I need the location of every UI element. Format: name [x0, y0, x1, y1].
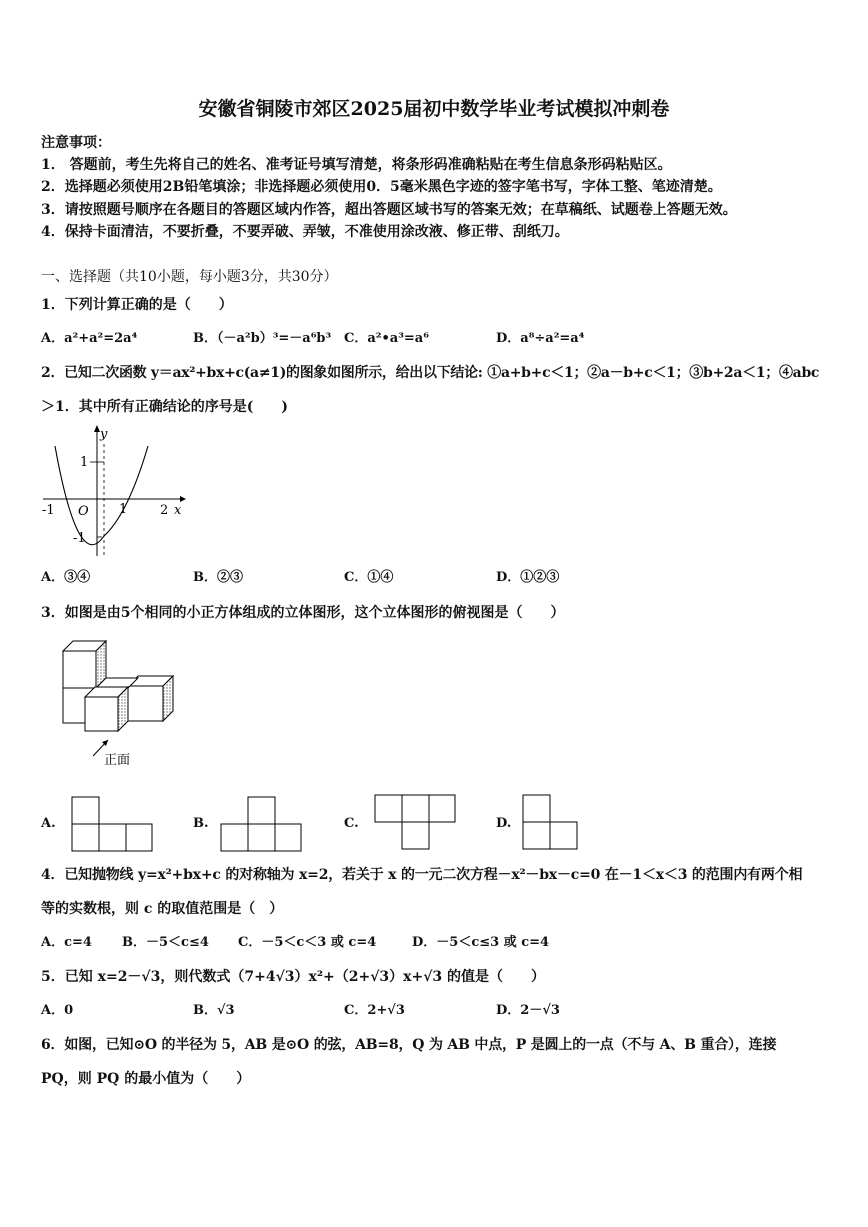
graph-x-label: x: [174, 503, 182, 518]
graph-tick-y-1: 1: [80, 455, 89, 470]
q1-option-a: A．a²+a²=2a⁴: [41, 331, 138, 346]
graph-tick-x-neg1: -1: [42, 503, 55, 518]
q3-option-a: A.: [41, 816, 56, 831]
section-heading: 一、选择题（共10小题，每小题3分，共30分）: [41, 269, 338, 285]
graph-tick-y-neg1: -1: [73, 531, 86, 546]
question-4-stem-line1: 4．已知抛物线 y=x²+bx+c 的对称轴为 x=2，若关于 x 的一元二次方程－x²－bx－c=0 在－1＜x＜3 的范围内有两个相: [41, 867, 803, 883]
graph-tick-x-2: 2: [160, 503, 169, 518]
front-view-label: 正面: [104, 753, 131, 768]
q1-option-c: C．a²•a³=a⁶: [344, 331, 429, 346]
question-6-stem-line1: 6．如图，已知⊙O 的半径为 5，AB 是⊙O 的弦，AB=8，Q 为 AB 中点，P 是圆上的一点（不与 A、B 重合），连接: [41, 1037, 777, 1053]
note-item-4: 4．保持卡面清洁，不要折叠，不要弄破、弄皱，不准使用涂改液、修正带、刮纸刀。: [41, 224, 569, 240]
question-1-stem: 1．下列计算正确的是（ ）: [41, 297, 233, 313]
parabola-graph: [38, 424, 188, 559]
q3-option-c-figure: [374, 794, 456, 850]
q4-option-c: C．－5＜c＜3 或 c=4: [238, 935, 377, 950]
page-title: 安徽省铜陵市郊区2025届初中数学毕业考试模拟冲刺卷: [198, 98, 670, 120]
q5-option-b: B．√3: [193, 1003, 235, 1018]
q3-option-d: D.: [496, 816, 512, 831]
question-2-stem-line1: 2．已知二次函数 y＝ax²+bx+c(a≠1)的图象如图所示，给出以下结论: ①a+b+c＜1；②a－b+c＜1；③b+2a＜1；④abc: [41, 365, 820, 381]
question-2-stem-line2: ＞1．其中所有正确结论的序号是( ): [41, 399, 288, 415]
q1-option-b: B．（－a²b）³=－a⁶b³: [193, 331, 332, 346]
q4-option-d: D．－5＜c≤3 或 c=4: [412, 935, 550, 950]
q1-option-d: D．a⁸÷a²=a⁴: [496, 331, 585, 346]
q4-option-b: B．－5＜c≤4: [122, 935, 209, 950]
notes-heading: 注意事项：: [41, 135, 111, 151]
q3-option-c: C.: [344, 816, 359, 831]
question-3-stem: 3．如图是由5个相同的小正方体组成的立体图形，这个立体图形的俯视图是（ ）: [41, 605, 565, 621]
q2-option-a: A．③④: [41, 570, 91, 585]
question-6-stem-line2: PQ，则 PQ 的最小值为（ ）: [41, 1071, 251, 1087]
question-5-stem: 5．已知 x=2－√3，则代数式（7+4√3）x²+（2+√3）x+√3 的值是（ ）: [41, 969, 546, 985]
q3-option-a-figure: [71, 796, 153, 852]
q2-option-d: D．①②③: [496, 570, 560, 585]
q2-option-c: C．①④: [344, 570, 394, 585]
note-item-1: 1． 答题前，考生先将自己的姓名、准考证号填写清楚，将条形码准确粘贴在考生信息条形码粘贴区。: [41, 157, 672, 173]
q2-option-b: B．②③: [193, 570, 243, 585]
q3-option-b-figure: [220, 796, 302, 852]
q3-option-d-figure: [522, 794, 578, 850]
note-item-2: 2．选择题必须使用2B铅笔填涂；非选择题必须使用0．5毫米黑色字迹的签字笔书写，字体工整、笔迹清楚。: [41, 179, 722, 195]
graph-y-label: y: [100, 427, 108, 442]
q4-option-a: A．c=4: [41, 935, 92, 950]
q5-option-c: C．2+√3: [344, 1003, 405, 1018]
cube-figure: [58, 636, 198, 771]
graph-origin-label: O: [78, 504, 89, 519]
q5-option-a: A．0: [41, 1003, 74, 1018]
question-4-stem-line2: 等的实数根，则 c 的取值范围是（ ）: [41, 901, 284, 917]
note-item-3: 3．请按照题号顺序在各题目的答题区域内作答，超出答题区域书写的答案无效；在草稿纸、试题卷上答题无效。: [41, 202, 737, 218]
q3-option-b: B.: [193, 816, 209, 831]
graph-tick-x-1: 1: [119, 502, 128, 517]
q5-option-d: D．2－√3: [496, 1003, 560, 1018]
